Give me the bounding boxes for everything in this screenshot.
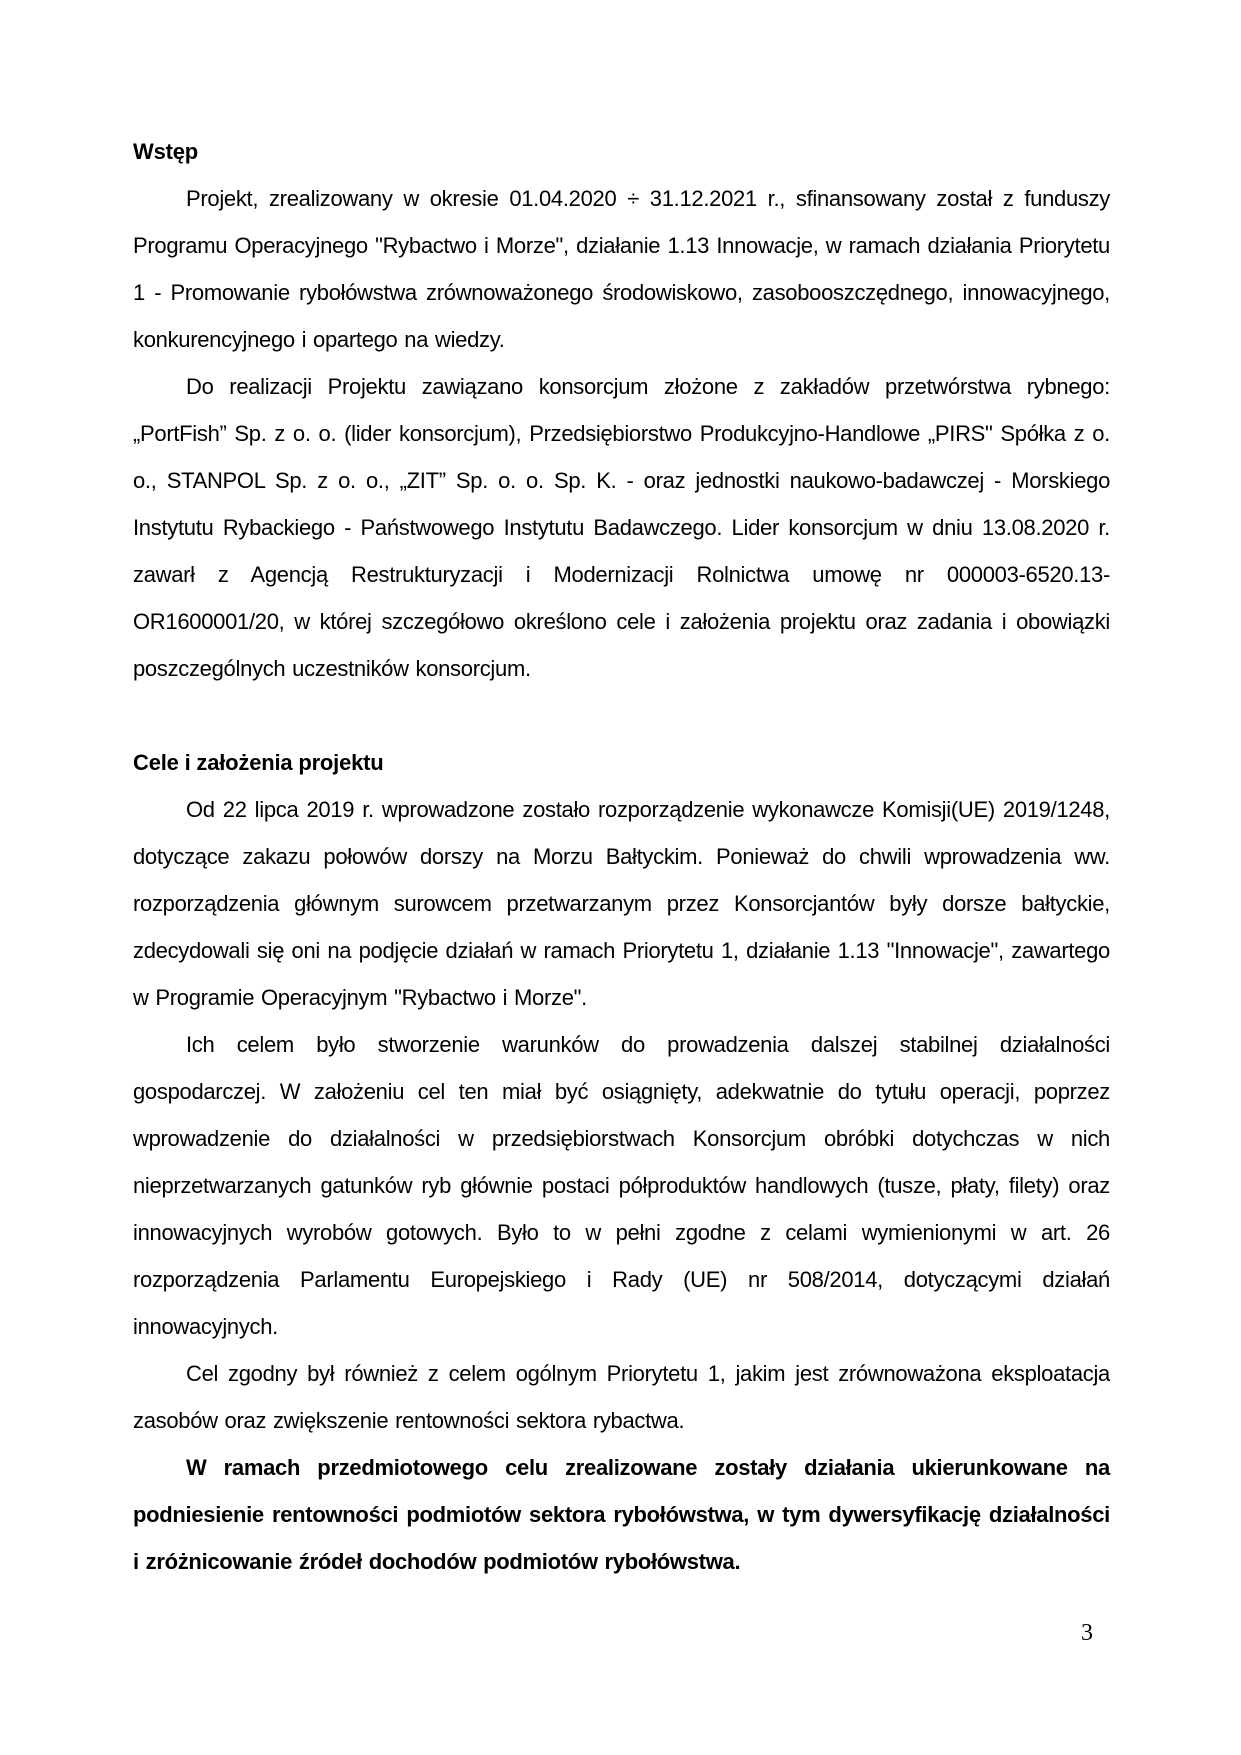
section-heading-cele: Cele i założenia projektu bbox=[133, 750, 384, 775]
paragraph: Do realizacji Projektu zawiązano konsorcjum złożone z zakładów przetwórstwa rybnego: „PortFish” Sp. z o. o. (lider konsorcjum), Przedsiębiorstwo Produkcyjno-Handlowe „PIRS" Spółka z o. o., STANPOL Sp. z o. o., „ZIT” Sp. o. o. Sp. K. - oraz jednostki naukowo-badawczej - Morskiego Instytutu Rybackiego - Państwowego Instytutu Badawczego. Lider konsorcjum w dniu 13.08.2020 r. zawarł z Agencją Restrukturyzacji i Modernizacji Rolnictwa umowę nr 000003-6520.13-OR1600001/20, w której szczegółowo określono cele i założenia projektu oraz zadania i obowiązki poszczególnych uczestników konsorcjum. bbox=[133, 374, 1110, 681]
paragraph: Ich celem było stworzenie warunków do prowadzenia dalszej stabilnej działalności gospodarczej. W założeniu cel ten miał być osiągnięty, adekwatnie do tytułu operacji, poprzez wprowadzenie do działalności w przedsiębiorstwach Konsorcjum obróbki dotychczas w nich nieprzetwarzanych gatunków ryb głównie postaci półproduktów handlowych (tusze, płaty, filety) oraz innowacyjnych wyrobów gotowych. Było to w pełni zgodne z celami wymienionymi w art. 26 rozporządzenia Parlamentu Europejskiego i Rady (UE) nr 508/2014, dotyczącymi działań innowacyjnych. bbox=[133, 1032, 1110, 1339]
document-content bbox=[133, 128, 1110, 1585]
page-number: 3 bbox=[1081, 1620, 1093, 1646]
section-heading-wstep: Wstęp bbox=[133, 139, 199, 164]
paragraph: Cel zgodny był również z celem ogólnym Priorytetu 1, jakim jest zrównoważona eksploatacja zasobów oraz zwiększenie rentowności sektora rybactwa. bbox=[133, 1361, 1110, 1433]
paragraph: Od 22 lipca 2019 r. wprowadzone zostało rozporządzenie wykonawcze Komisji(UE) 2019/1248, dotyczące zakazu połowów dorszy na Morzu Bałtyckim. Ponieważ do chwili wprowadzenia ww. rozporządzenia głównym surowcem przetwarzanym przez Konsorcjantów były dorsze bałtyckie, zdecydowali się oni na podjęcie działań w ramach Priorytetu 1, działanie 1.13 "Innowacje", zawartego w Programie Operacyjnym "Rybactwo i Morze". bbox=[133, 797, 1110, 1010]
paragraph-emphasis: W ramach przedmiotowego celu zrealizowane zostały działania ukierunkowane na podniesienie rentowności podmiotów sektora rybołówstwa, w tym dywersyfikację działalności i zróżnicowanie źródeł dochodów podmiotów rybołówstwa. bbox=[133, 1455, 1110, 1574]
paragraph: Projekt, zrealizowany w okresie 01.04.2020 ÷ 31.12.2021 r., sfinansowany został z funduszy Programu Operacyjnego "Rybactwo i Morze", działanie 1.13 Innowacje, w ramach działania Priorytetu 1 - Promowanie rybołówstwa zrównoważonego środowiskowo, zasobooszczędnego, innowacyjnego, konkurencyjnego i opartego na wiedzy. bbox=[133, 186, 1110, 352]
